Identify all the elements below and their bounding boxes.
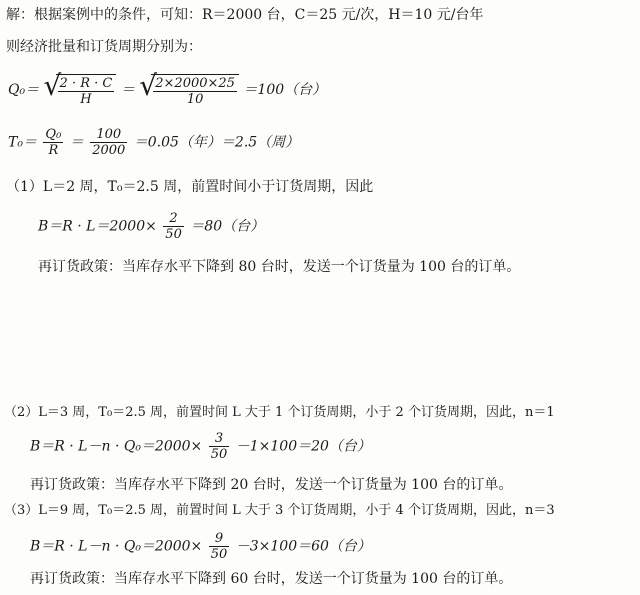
case3-formula-lhs: B＝R · L－n · Q₀＝2000× bbox=[30, 538, 203, 555]
t0-frac-1-num: Q₀ bbox=[45, 127, 62, 142]
intro-line: 解：根据案例中的条件，可知：R＝2000 台，C＝25 元/次，H＝10 元/台年 bbox=[6, 7, 484, 23]
t0-rhs: ＝0.05（年）＝2.5（周） bbox=[133, 134, 300, 151]
case1-frac bbox=[163, 212, 184, 241]
case3-frac-num: 9 bbox=[209, 532, 230, 547]
case2-title: （2）L＝3 周，T₀＝2.5 周，前置时间 L 大于 1 个订货周期，小于 2 个订货周期，因此，n＝1 bbox=[4, 405, 555, 420]
t0-frac-1-den: R bbox=[48, 143, 59, 158]
case2-frac bbox=[209, 432, 230, 461]
case3-frac bbox=[209, 532, 230, 561]
q0-rhs: ＝100（台） bbox=[243, 82, 327, 98]
t0-eq: ＝ bbox=[69, 134, 84, 151]
q0-sqrt-2: √ $\frac{2\times 2000\times 25}{10}$ bbox=[139, 74, 239, 106]
t0-formula bbox=[8, 128, 299, 157]
case3-frac-den: 50 bbox=[210, 547, 228, 562]
t0-frac-1 bbox=[43, 128, 63, 157]
then-line: 则经济批量和订货周期分别为： bbox=[6, 39, 202, 55]
case1-policy: 再订货政策：当库存水平下降到 80 台时，发送一个订货量为 100 台的订单。 bbox=[38, 259, 521, 275]
q0-sqrt-1: √ $\frac{2 \cdot R \cdot C}{H}$ bbox=[44, 74, 117, 106]
t0-frac-2-den: 2000 bbox=[92, 143, 126, 158]
case1-formula bbox=[38, 212, 264, 241]
case3-policy: 再订货政策：当库存水平下降到 60 台时，发送一个订货量为 100 台的订单。 bbox=[30, 571, 513, 587]
case2-formula-rhs: －1×100＝20（台） bbox=[235, 438, 371, 455]
case1-frac-den: 50 bbox=[165, 227, 182, 242]
q0-frac-1 bbox=[58, 77, 115, 106]
case1-title: （1）L＝2 周，T₀＝2.5 周，前置时间小于订货周期，因此 bbox=[6, 179, 374, 195]
case1-frac-num: 2 bbox=[163, 212, 184, 227]
case3-formula bbox=[30, 532, 371, 561]
q0-lhs: Q₀＝ bbox=[8, 82, 40, 98]
case2-formula bbox=[30, 432, 371, 461]
t0-frac-2-num: 100 bbox=[90, 128, 127, 143]
case2-frac-den: 50 bbox=[210, 447, 228, 462]
q0-eq: ＝ bbox=[120, 82, 135, 98]
case3-formula-rhs: －3×100＝60（台） bbox=[235, 538, 371, 555]
q0-frac-2 bbox=[153, 77, 237, 106]
q0-formula bbox=[8, 69, 327, 107]
q0-frac-1-num: 2 · R · C bbox=[59, 76, 113, 91]
case3-title: （3）L＝9 周，T₀＝2.5 周，前置时间 L 大于 3 个订货周期，小于 4 个订货周期，因此，n＝3 bbox=[4, 503, 555, 518]
q0-frac-2-num: 2×2000×25 bbox=[155, 76, 235, 91]
case1-formula-rhs: ＝80（台） bbox=[190, 218, 265, 235]
q0-frac-2-den: 10 bbox=[186, 92, 204, 107]
case1-formula-lhs: B＝R · L＝2000× bbox=[38, 218, 157, 235]
q0-frac-1-den: H bbox=[80, 92, 92, 107]
t0-lhs: T₀＝ bbox=[8, 134, 37, 151]
case2-policy: 再订货政策：当库存水平下降到 20 台时，发送一个订货量为 100 台的订单。 bbox=[30, 477, 513, 493]
case2-frac-num: 3 bbox=[209, 432, 230, 447]
case2-formula-lhs: B＝R · L－n · Q₀＝2000× bbox=[30, 438, 203, 455]
t0-frac-2 bbox=[90, 128, 127, 157]
